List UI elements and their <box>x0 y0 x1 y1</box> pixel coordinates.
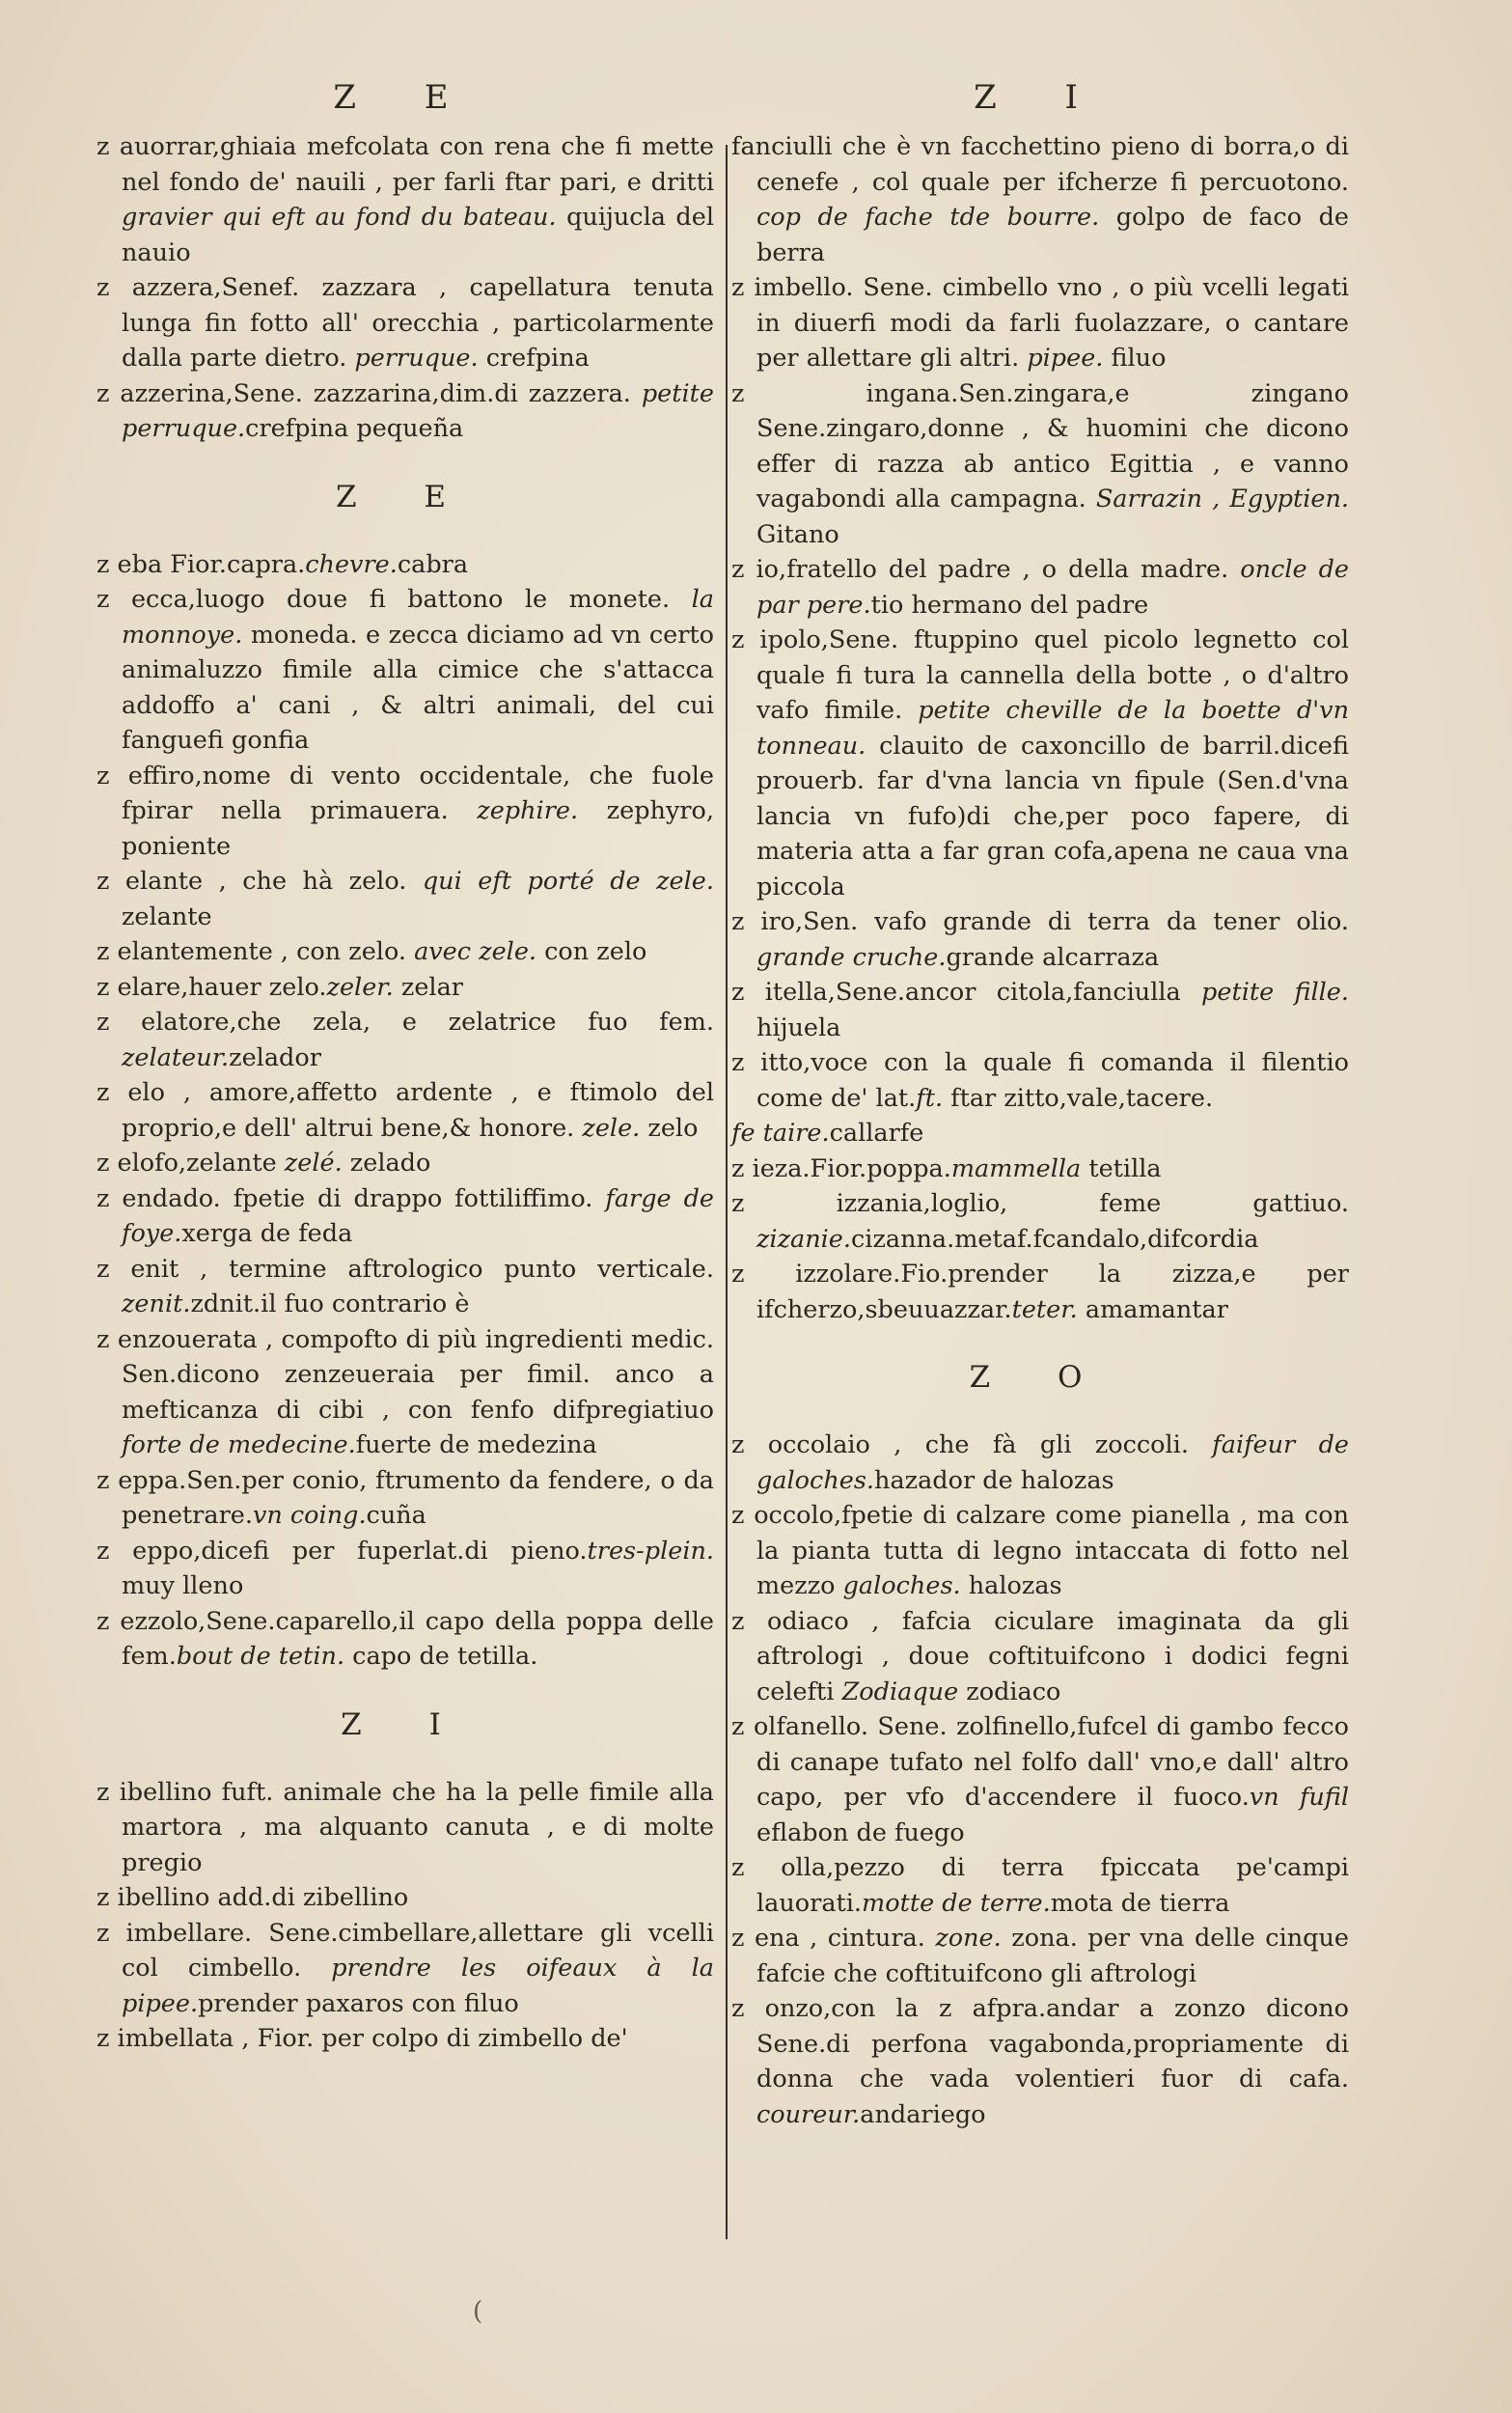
entry-spanish: prender paxaros con filuo <box>198 1988 519 2018</box>
entry-french: vn fufil <box>1249 1783 1349 1812</box>
entry-italian: z io,fratello del padre , o della madre. <box>731 555 1241 584</box>
entry-french: zelé. <box>284 1149 343 1178</box>
entry-french: petite perruque. <box>122 378 714 443</box>
entry-french: oncle de par pere. <box>756 555 1350 620</box>
entry-italian: z onzo,con la z afpra.andar a zonzo dicono Sene.di perfona vagabonda,propriamente di donna che vada volentieri fuor di cafa. <box>731 1994 1349 2094</box>
entry-italian: z iro,Sen. vafo grande di terra da tener olio. <box>731 907 1349 936</box>
dictionary-entry <box>96 582 714 759</box>
entry-french: perruque. <box>354 344 479 373</box>
entry-spanish: zelante <box>122 901 212 931</box>
entry-french: qui eft porté de zele. <box>422 867 714 896</box>
entry-french: bout de tetin. <box>176 1642 345 1671</box>
dictionary-entry <box>96 934 714 970</box>
entry-spanish: zelo <box>640 1113 699 1143</box>
entry-spanish: eflabon de fuego <box>756 1817 965 1847</box>
left-column <box>96 75 714 2057</box>
right-column <box>731 75 1349 2132</box>
folio-mark: ( <box>473 2297 483 2326</box>
dictionary-entry <box>731 623 1349 904</box>
entry-spanish: cizanna.metaf.fcandalo,difcordia <box>851 1224 1259 1254</box>
dictionary-entry <box>96 1880 714 1916</box>
entry-italian: z ibellino add.di zibellino <box>96 1883 409 1912</box>
entry-spanish: crefpina pequeña <box>245 414 464 443</box>
entry-spanish: zelar <box>393 972 463 1002</box>
left-entries-1 <box>96 129 714 447</box>
dictionary-entry <box>96 1181 714 1252</box>
entry-italian: z ezzolo,Sene.caparello,il capo della poppa delle fem. <box>96 1606 714 1671</box>
dictionary-entry <box>731 129 1349 270</box>
entry-italian: z izzolare.Fio.prender la zizza,e per ifcherzo,sbeuuazzar. <box>731 1260 1349 1324</box>
entry-spanish: halozas <box>960 1571 1062 1600</box>
dictionary-entry <box>731 270 1349 376</box>
entry-italian: z enzouerata , compofto di più ingredienti medic. Sen.dicono zenzeueraia per fimil. anco a mefticanza di cibi , con fenfo difpregiatiuo <box>96 1324 714 1425</box>
dictionary-entry <box>731 1498 1349 1604</box>
dictionary-entry <box>96 547 714 583</box>
entry-french: ft. <box>916 1083 944 1113</box>
entry-french: farge de foye. <box>122 1183 715 1248</box>
entry-spanish: zelador <box>229 1042 321 1072</box>
left-entries-2 <box>96 547 714 1675</box>
right-entries-2 <box>731 1428 1349 2132</box>
entry-spanish: muy lleno <box>122 1571 244 1600</box>
entry-french: motte de terre. <box>862 1888 1051 1918</box>
dictionary-entry <box>731 552 1349 623</box>
entry-french: zephire. <box>477 796 579 825</box>
entry-french: grande cruche. <box>756 942 947 972</box>
entry-italian: fanciulli che è vn facchettino pieno di borra,o di cenefe , col quale per ifcherze fi percuotono. <box>731 132 1349 197</box>
entry-italian: z ipolo,Sene. ftuppino quel picolo legnetto col quale fi tura la cannella della botte , o d'altro vafo fimile. <box>731 625 1349 725</box>
entry-spanish: callarfe <box>829 1119 924 1148</box>
entry-italian: z auorrar,ghiaia mefcolata con rena che fi mette nel fondo de' nauili , per farli ftar pari, e dritti <box>96 132 714 197</box>
entry-french: galoches. <box>842 1571 961 1600</box>
dictionary-entry <box>96 864 714 934</box>
entry-italian: z ieza.Fior.poppa. <box>731 1153 951 1183</box>
entry-spanish: fuerte de medezina <box>355 1430 597 1459</box>
dictionary-entry <box>731 1604 1349 1710</box>
entry-italian: z ecca,luogo doue fi battono le monete. <box>96 585 692 614</box>
section-heading-zo: Z O <box>969 1360 1112 1395</box>
entry-spanish: clauito de caxoncillo de barril.dicefi prouerb. far d'vna lancia vn fipule (Sen.d'vna lancia vn fufo)di che,per poco fapere, di materia atta a far gran cofa,apena ne caua vna piccola <box>756 731 1349 901</box>
entry-spanish: cabra <box>397 549 469 579</box>
dictionary-entry <box>96 970 714 1006</box>
entry-spanish: amamantar <box>1077 1294 1228 1324</box>
right-entries-1 <box>731 129 1349 1327</box>
entry-spanish: crefpina <box>478 344 590 373</box>
dictionary-entry <box>731 376 1349 553</box>
entry-italian: z ibellino fuft. animale che ha la pelle fimile alla martora , ma alquanto canuta , e di molte pregio <box>96 1777 714 1877</box>
entry-italian: z olla,pezzo di terra fpiccata pe'campi lauorati. <box>731 1853 1349 1918</box>
section-heading-zi: Z I <box>341 1706 470 1742</box>
entry-italian: z azzerina,Sene. zazzarina,dim.di zazzera. <box>96 378 642 408</box>
entry-french: zeler. <box>326 972 394 1002</box>
entry-italian: z occolaio , che fà gli zoccoli. <box>731 1430 1213 1459</box>
dictionary-entry <box>731 1921 1349 1991</box>
entry-spanish: ftar zitto,vale,tacere. <box>943 1083 1214 1113</box>
dictionary-entry <box>96 1534 714 1604</box>
dictionary-entry <box>731 1045 1349 1116</box>
entry-spanish: zephyro, poniente <box>122 796 714 861</box>
entry-spanish: tio hermano del padre <box>870 590 1149 620</box>
entry-french: la monnoye. <box>122 585 714 650</box>
entry-italian: z olfanello. Sene. zolfinello,fufcel di gambo fecco di canape tufato nel folfo dall' vno,e dall' altro capo, per vfo d'accendere il fuoco. <box>731 1712 1349 1812</box>
entry-italian: z izzania,loglio, feme gattiuo. <box>731 1189 1349 1218</box>
entry-spanish: golpo de faco de berra <box>756 203 1349 267</box>
entry-french: gravier qui eft au fond du bateau. <box>122 203 557 232</box>
entry-spanish: zdnit.il fuo contrario è <box>190 1290 470 1318</box>
entry-french: Sarrazin , Egyptien. <box>1095 485 1349 513</box>
entry-french: cop de fache tde bourre. <box>756 203 1100 232</box>
dictionary-entry <box>96 1463 714 1534</box>
entry-spanish: zodiaco <box>958 1677 1061 1706</box>
entry-french: zele. <box>582 1113 641 1143</box>
entry-french: zenit. <box>122 1290 191 1318</box>
entry-italian: z elo , amore,affetto ardente , e ftimolo del proprio,e dell' altrui bene,& honore. <box>96 1078 714 1143</box>
entry-french: fe taire. <box>731 1119 830 1148</box>
entry-french: coureur. <box>756 2099 861 2129</box>
entry-spanish: zelado <box>342 1149 431 1178</box>
dictionary-entry <box>731 1186 1349 1257</box>
dictionary-entry <box>96 376 714 447</box>
entry-spanish: con zelo <box>536 937 647 966</box>
dictionary-entry <box>96 1775 714 1881</box>
entry-italian: z odiaco , fafcia ciculare imaginata da gli aftrologi , doue coftituifcono i dodici fegni celefti <box>731 1606 1349 1706</box>
running-head-left: Z E <box>333 78 478 117</box>
entry-italian: z elofo,zelante <box>96 1149 285 1178</box>
entry-italian: z imbellare. Sene.cimbellare,allettare gli vcelli col cimbello. <box>96 1918 714 1983</box>
entry-italian: z elare,hauer zelo. <box>96 972 327 1002</box>
entry-french: avec zele. <box>414 937 537 966</box>
entry-spanish: filuo <box>1103 344 1167 373</box>
entry-french: chevre. <box>305 549 398 579</box>
entry-french: vn coing. <box>252 1501 367 1530</box>
entry-spanish: capo de tetilla. <box>344 1642 538 1671</box>
dictionary-entry <box>96 1252 714 1322</box>
entry-spanish: hazador de halozas <box>874 1465 1114 1495</box>
dictionary-entry <box>731 1116 1349 1151</box>
dictionary-entry <box>96 1146 714 1181</box>
entry-italian: z eba Fior.capra. <box>96 549 306 579</box>
dictionary-entry <box>731 1257 1349 1327</box>
dictionary-entry <box>731 1428 1349 1498</box>
entry-italian: z occolo,fpetie di calzare come pianella , ma con la pianta tutta di legno intaccata di fotto nel mezzo <box>731 1501 1349 1600</box>
entry-french: zone. <box>935 1924 1002 1953</box>
dictionary-entry <box>731 975 1349 1045</box>
entry-spanish: moneda. e zecca diciamo ad vn certo animaluzzo fimile alla cimice che s'attacca addoffo a' cani , & altri animali, del cui fanguefi gonfia <box>122 620 714 755</box>
dictionary-entry <box>96 1604 714 1675</box>
entry-italian: z elatore,che zela, e zelatrice fuo fem. <box>96 1008 714 1037</box>
entry-italian: z eppa.Sen.per conio, ftrumento da fendere, o da penetrare. <box>96 1465 714 1530</box>
entry-french: zelateur. <box>122 1042 230 1072</box>
entry-french: faifeur de galoches. <box>756 1430 1349 1495</box>
entry-italian: z eppo,dicefi per fuperlat.di pieno. <box>96 1536 588 1566</box>
entry-italian: z azzera,Senef. zazzara , capellatura tenuta lunga fin fotto all' orecchia , particolarmente dalla parte dietro. <box>96 273 714 373</box>
entry-italian: z itto,voce con la quale fi comanda il filentio come de' lat. <box>731 1048 1349 1113</box>
dictionary-entry <box>731 1850 1349 1921</box>
entry-spanish: tetilla <box>1081 1153 1162 1183</box>
entry-italian: z effiro,nome di vento occidentale, che fuole fpirar nella primauera. <box>96 761 714 825</box>
entry-italian: z elante , che hà zelo. <box>96 867 423 896</box>
entry-french: zizanie. <box>756 1224 852 1254</box>
dictionary-entry <box>96 1005 714 1075</box>
entry-spanish: zona. per vna delle cinque fafcie che coftituifcono gli aftrologi <box>756 1924 1349 1988</box>
dictionary-entry <box>731 1151 1349 1187</box>
entry-french: teter. <box>1011 1294 1078 1324</box>
entry-french: pipee. <box>1027 344 1104 373</box>
entry-spanish: Gitano <box>756 519 839 549</box>
dictionary-entry <box>96 759 714 865</box>
left-entries-3 <box>96 1775 714 2057</box>
entry-italian: z ena , cintura. <box>731 1924 936 1953</box>
entry-italian: z elantemente , con zelo. <box>96 937 415 966</box>
entry-french: petite fille. <box>1201 978 1350 1007</box>
entry-italian: z itella,Sene.ancor citola,fanciulla <box>731 978 1202 1007</box>
entry-spanish: mota de tierra <box>1050 1888 1230 1918</box>
entry-spanish: hijuela <box>756 1012 841 1042</box>
entry-french: tres-plein. <box>587 1536 714 1566</box>
dictionary-entry <box>731 1709 1349 1850</box>
dictionary-entry <box>731 904 1349 975</box>
entry-italian: z imbello. Sene. cimbello vno , o più vcelli legati in diuerfi modi da farli fuolazzare, o cantare per allettare gli altri. <box>731 273 1349 373</box>
dictionary-entry <box>96 1075 714 1146</box>
entry-french: mammella <box>950 1153 1082 1183</box>
entry-spanish: cuña <box>366 1501 426 1530</box>
running-head-right: Z I <box>974 78 1107 117</box>
dictionary-entry <box>731 1991 1349 2132</box>
dictionary-entry <box>96 2021 714 2057</box>
section-heading-ze: Z E <box>335 479 476 514</box>
entry-french: forte de medecine. <box>122 1430 356 1459</box>
entry-italian: z enit , termine aftrologico punto verticale. <box>96 1254 714 1284</box>
entry-italian: z imbellata , Fior. per colpo di zimbello de' <box>96 2024 628 2053</box>
entry-french: prendre les oifeaux à la pipee. <box>122 1954 714 2018</box>
dictionary-entry <box>96 1916 714 2022</box>
entry-spanish: quijucla del nauio <box>122 203 714 267</box>
dictionary-entry <box>96 129 714 270</box>
entry-italian: z endado. fpetie di drappo fottiliffimo. <box>96 1183 606 1213</box>
entry-italian: z ingana.Sen.zingara,e zingano Sene.zingaro,donne , & huomini che dicono effer di razza ab antico Egittia , e vanno vagabondi alla campagna. <box>731 378 1349 513</box>
entry-spanish: xerga de feda <box>181 1219 353 1248</box>
entry-spanish: grande alcarraza <box>946 942 1160 972</box>
dictionary-entry <box>96 1322 714 1463</box>
column-rule <box>726 145 728 2239</box>
entry-french: petite cheville de la boette d'vn tonneau. <box>756 696 1349 761</box>
entry-spanish: andariego <box>860 2099 986 2129</box>
entry-french: Zodiaque <box>841 1677 959 1706</box>
dictionary-entry <box>96 270 714 376</box>
